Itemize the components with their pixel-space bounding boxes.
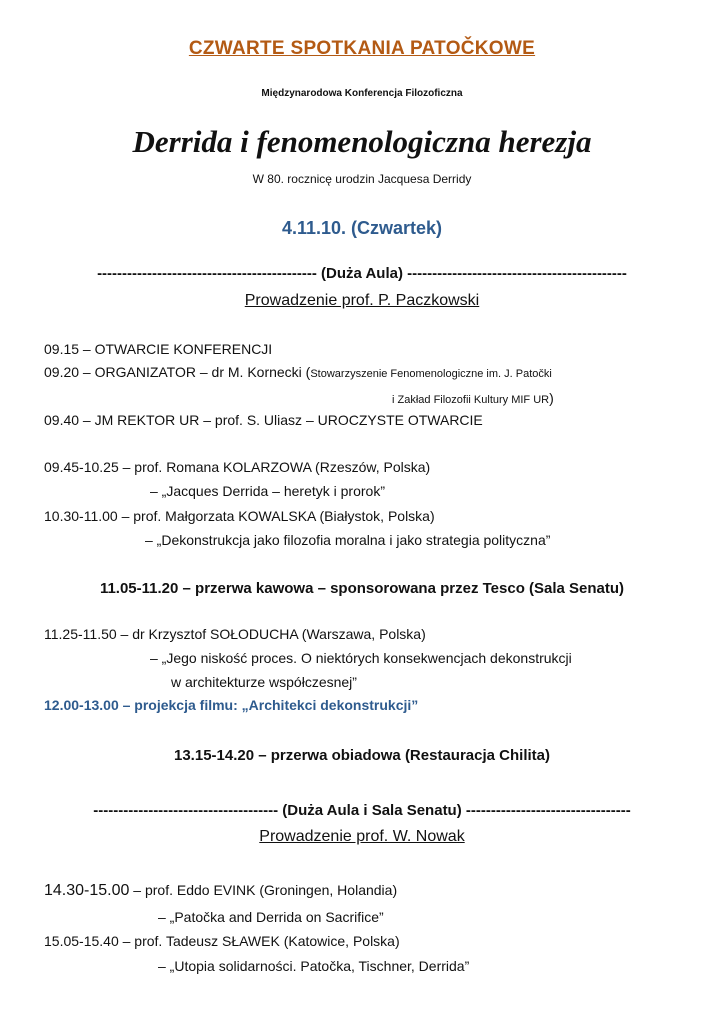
- talk3-time: 11.25-11.50 – dr Krzysztof SOŁODUCHA (Warszawa, Polska): [44, 626, 426, 642]
- talk4-title: – „Patočka and Derrida on Sacrifice”: [158, 909, 384, 925]
- organizer-affiliation-cont: i Zakład Filozofii Kultury MIF UR): [392, 390, 554, 406]
- talk3-title: – „Jego niskość proces. O niektórych konsekwencjach dekonstrukcji: [150, 650, 572, 666]
- coffee-break: 11.05-11.20 – przerwa kawowa – sponsorowana przez Tesco (Sala Senatu): [99, 580, 625, 597]
- organizer-affiliation: Stowarzyszenie Fenomenologiczne im. J. Patočki: [310, 368, 552, 380]
- talk2-time: 10.30-11.00 – prof. Małgorzata KOWALSKA (Białystok, Polska): [44, 508, 435, 524]
- conference-date: 4.11.10. (Czwartek): [281, 218, 443, 238]
- film-screening: 12.00-13.00 – projekcja filmu: „Architekci dekonstrukcji”: [44, 697, 419, 713]
- talk5-title: – „Utopia solidarności. Patočka, Tischner, Derrida”: [158, 958, 470, 974]
- talk4-time: 14.30-15.00 – prof. Eddo EVINK (Groningen, Holandia): [44, 882, 398, 899]
- schedule-item-organizer: [44, 364, 552, 380]
- talk3-title-cont: w architekturze współczesnej”: [171, 674, 357, 690]
- conference-title: Derrida i fenomenologiczna herezja: [132, 124, 592, 159]
- session1-host: Prowadzenie prof. P. Paczkowski: [244, 292, 480, 309]
- talk1-time: 09.45-10.25 – prof. Romana KOLARZOWA (Rzeszów, Polska): [44, 459, 431, 475]
- talk1-title: – „Jacques Derrida – heretyk i prorok”: [150, 483, 385, 499]
- lunch-break: 13.15-14.20 – przerwa obiadowa (Restauracja Chilita): [174, 747, 550, 764]
- conference-subtitle: Międzynarodowa Konferencja Filozoficzna: [261, 88, 463, 99]
- session2-divider: ------------------------------------- (Duża Aula i Sala Senatu) ---------------------------------: [93, 802, 631, 819]
- series-title: CZWARTE SPOTKANIA PATOČKOWE: [188, 38, 536, 59]
- session1-divider: -------------------------------------------- (Duża Aula) --------------------------------------------: [97, 265, 627, 282]
- organizer-text: 09.20 – ORGANIZATOR – dr M. Kornecki (: [44, 364, 311, 380]
- session2-host: Prowadzenie prof. W. Nowak: [259, 828, 465, 845]
- talk2-title: – „Dekonstrukcja jako filozofia moralna i jako strategia polityczna”: [145, 532, 551, 548]
- schedule-item-opening: 09.15 – OTWARCIE KONFERENCJI: [44, 341, 273, 357]
- occasion-line: W 80. rocznicę urodzin Jacquesa Derridy: [252, 172, 472, 186]
- schedule-item-rector: 09.40 – JM REKTOR UR – prof. S. Uliasz – UROCZYSTE OTWARCIE: [44, 412, 483, 428]
- talk5-time: 15.05-15.40 – prof. Tadeusz SŁAWEK (Katowice, Polska): [44, 933, 400, 949]
